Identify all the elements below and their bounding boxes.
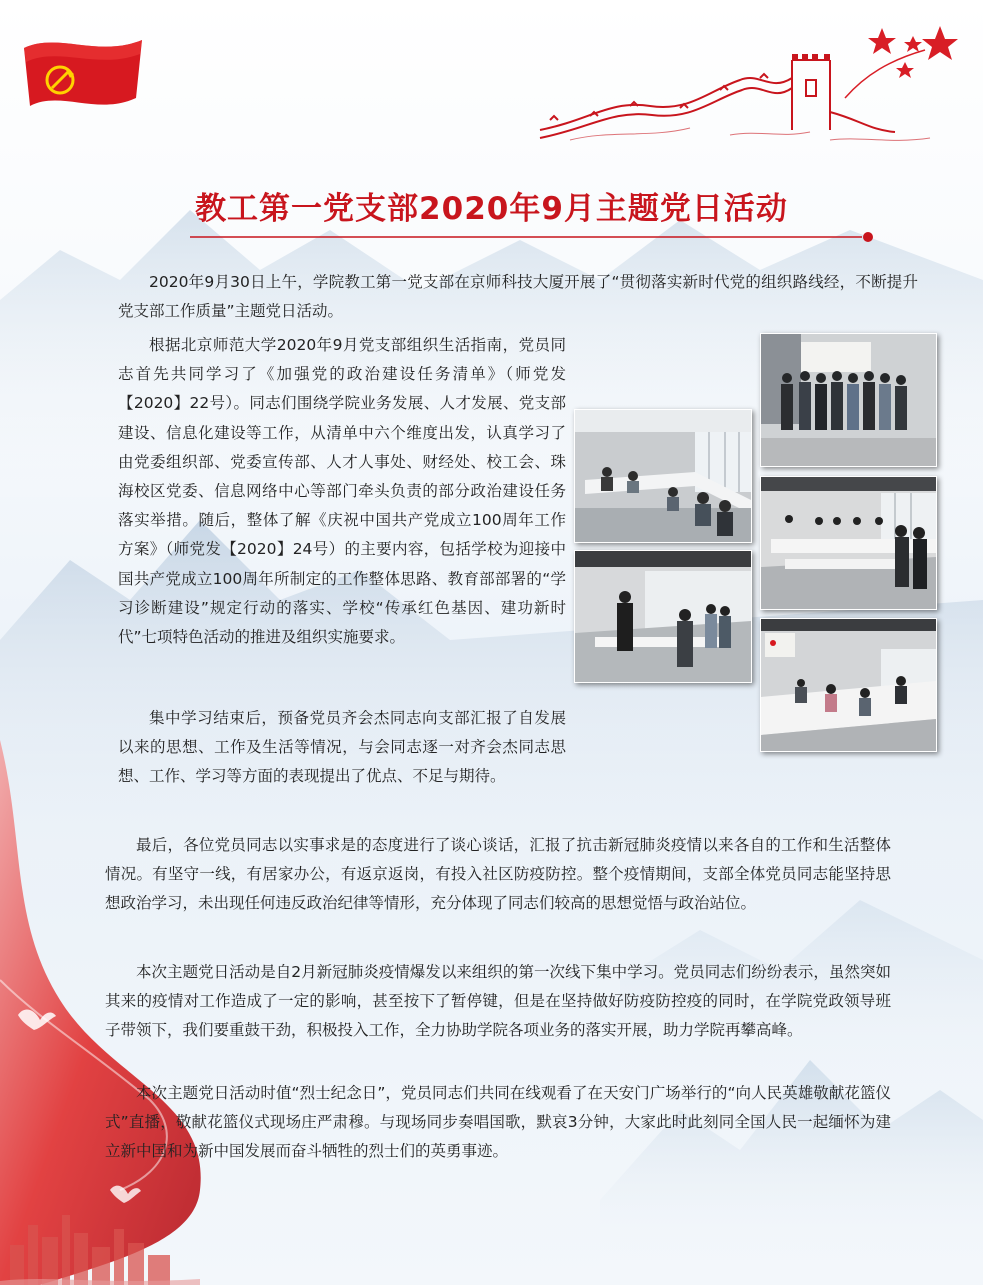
great-wall-icon bbox=[530, 20, 975, 150]
paragraph-intro: 2020年9月30日上午，学院教工第一党支部在京师科技大厦开展了“贯彻落实新时代党的组织路线经，不断提升党支部工作质量”主题党日活动。 bbox=[118, 273, 918, 321]
photo-meeting-room-seated bbox=[574, 409, 752, 543]
party-flag-icon bbox=[18, 28, 148, 120]
page-title: 教工第一党支部2020年9月主题党日活动 bbox=[195, 191, 788, 227]
photo-meeting-standing bbox=[574, 550, 752, 683]
city-skyline-icon bbox=[0, 1195, 200, 1285]
star-icon bbox=[868, 28, 896, 54]
paragraph-memorial: 本次主题党日活动时值“烈士纪念日”，党员同志们共同在线观看了在天安门广场举行的“向人民英雄敬献花篮仪式”直播，敬献花篮仪式现场庄严肃穆。与现场同步奏唱国歌，默哀3分钟，大家此时此刻同全国人民一起缅怀为建立新中国和为新中国发展而奋斗牺牲的烈士们的英勇事迹。 bbox=[105, 1084, 891, 1161]
paragraph-report: 集中学习结束后，预备党员齐会杰同志向支部汇报了自发展以来的思想、工作及生活等情况，与会同志逐一对齐会杰同志思想、工作、学习等方面的表现提出了优点、不足与期待。 bbox=[118, 709, 566, 786]
photo-room-standing bbox=[760, 476, 937, 610]
paragraph-study: 根据北京师范大学2020年9月党支部组织生活指南，党员同志首先共同学习了《加强党的政治建设任务清单》（师党发【2020】22号）。同志们围绕学院业务发展、人才发展、党支部建设、信息化建设等工作，从清单中六个维度出发，认真学习了由党委组织部、党委宣传部、人才人事处、财经处、校工会、珠海校区党委、信息网络中心等部门牵头负责的部分政治建设任务落实举措。随后，整体了解《庆祝中国共产党成立100周年工作方案》（师党发【2020】24号）的主要内容，包括学校为迎接中国共产党成立100周年所制定的工作整体思路、教育部部署的“学习诊断建设”规定行动的落实、学校“传承红色基因、建功新时代”七项特色活动的推进及组织实施要求。 bbox=[118, 336, 566, 647]
photo-group bbox=[760, 333, 937, 467]
star-icon bbox=[922, 26, 958, 60]
paragraph-talk: 最后，各位党员同志以实事求是的态度进行了谈心谈话，汇报了抗击新冠肺炎疫情以来各自的工作和生活整体情况。有坚守一线，有居家办公，有返京返岗，有投入社区防疫防控。整个疫情期间，支部全体党员同志能坚持思想政治学习，未出现任何违反政治纪律等情形，充分体现了同志们较高的思想觉悟与政治站位。 bbox=[105, 836, 891, 913]
title-divider bbox=[190, 230, 880, 244]
photo-meeting-table bbox=[760, 618, 937, 752]
paragraph-significance: 本次主题党日活动是自2月新冠肺炎疫情爆发以来组织的第一次线下集中学习。党员同志们纷纷表示，虽然突如其来的疫情对工作造成了一定的影响，甚至按下了暂停键，但是在坚持做好防疫防控疫的同时，在学院党政领导班子带领下，我们要重鼓干劲，积极投入工作，全力协助学院各项业务的落实开展，助力学院再攀高峰。 bbox=[105, 963, 891, 1040]
